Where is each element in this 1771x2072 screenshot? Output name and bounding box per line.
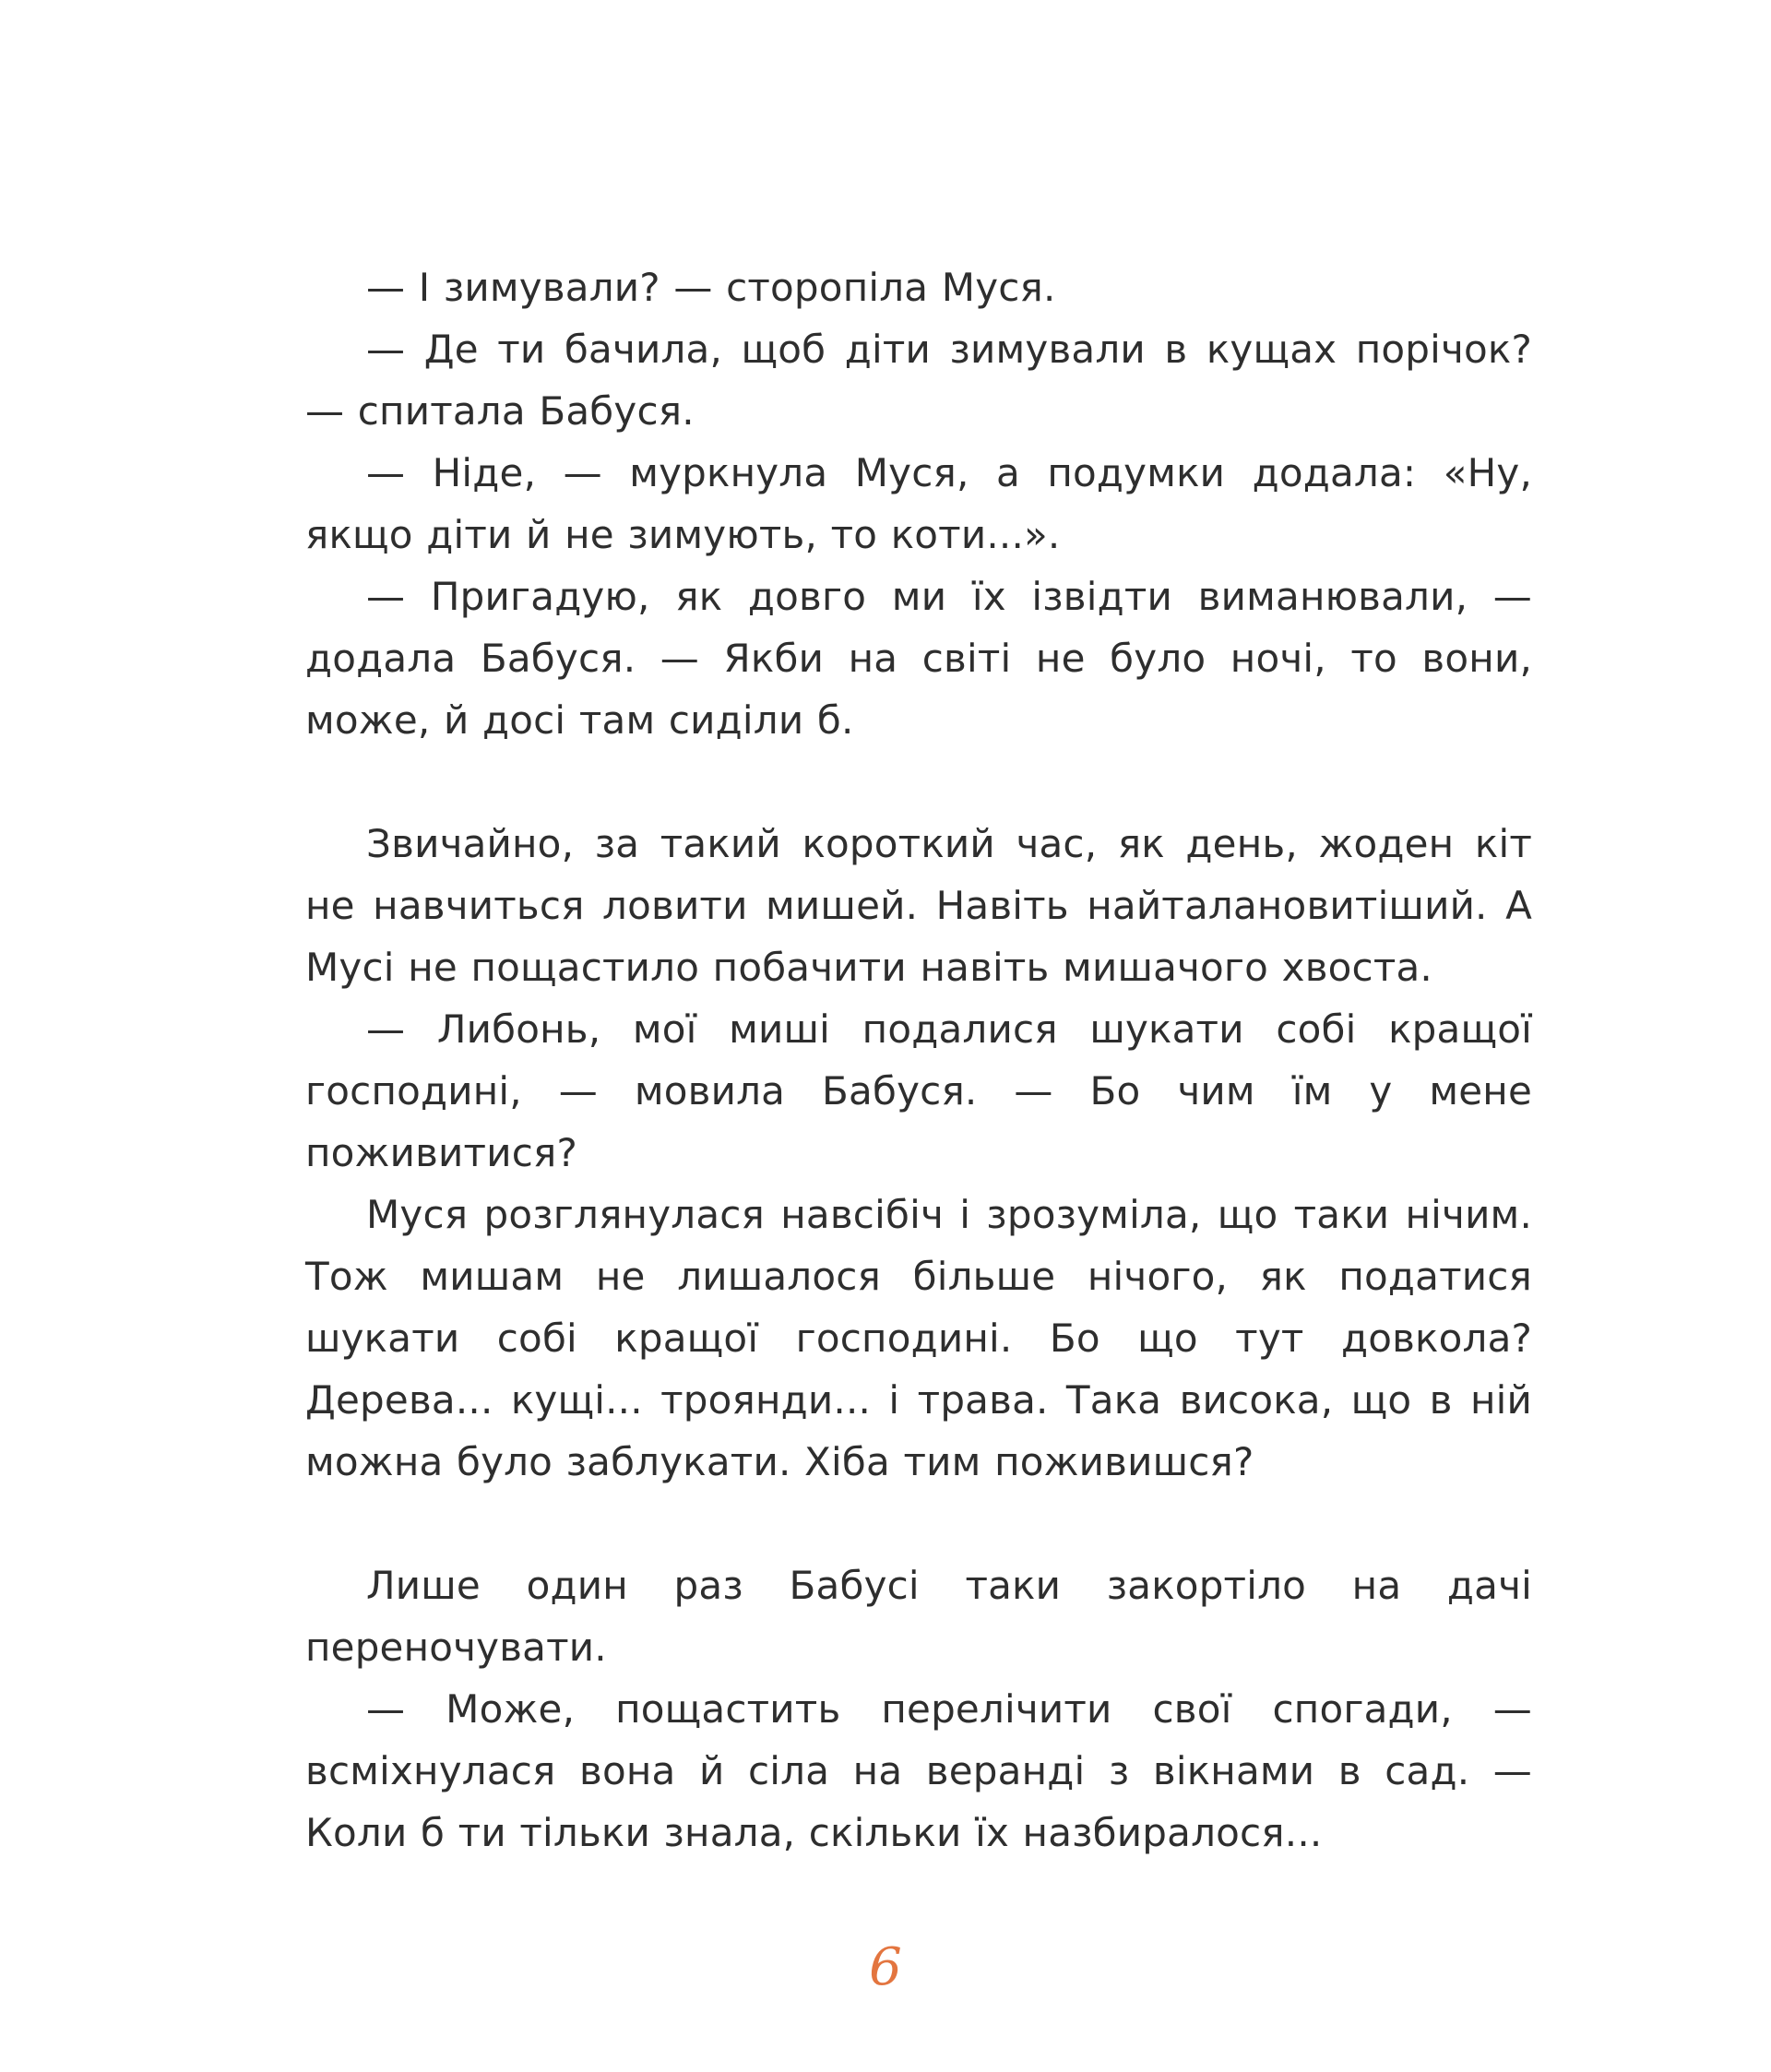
paragraph-dialogue-4: — Пригадую, як довго ми їх ізвідти виманювали, — додала Бабуся. — Якби на світі не було ночі, то вони, може, й досі там сиділи б. [305,574,1532,743]
body-text [305,256,1532,1864]
paragraph-dialogue-1: — І зимували? — сторопіла Муся. [366,265,1056,310]
paragraph-dialogue-5: — Либонь, мої миші подалися шукати собі кращої господині, — мовила Бабуся. — Бо чим їм у мене поживитися? [305,1006,1532,1175]
paragraph-dialogue-6: — Може, пощастить перелічити свої спогади, — всміхнулася вона й сіла на веранді з вікнами в сад. — Коли б ти тільки знала, скільки їх назбиралося... [305,1686,1532,1855]
paragraph-narrative-1: Звичайно, за такий короткий час, як день, жоден кіт не навчиться ловити мишей. Навіть найталановитіший. А Мусі не пощастило побачити навіть мишачого хвоста. [305,821,1532,990]
paragraph-dialogue-2: — Де ти бачила, щоб діти зимували в кущах порічок? — спитала Бабуся. [305,327,1532,434]
paragraph-dialogue-3: — Ніде, — муркнула Муся, а подумки додала: «Ну, якщо діти й не зимують, то коти...». [305,450,1532,557]
page-number: 6 [869,1937,902,1997]
paragraph-narrative-3: Лише один раз Бабусі таки закортіло на дачі переночувати. [305,1563,1532,1670]
paragraph-narrative-2: Муся розглянулася навсібіч і зрозуміла, що таки нічим. Тож мишам не лишалося більше нічого, як податися шукати собі кращої господині. Бо що тут довкола? Дерева... кущі... троянди... і трава. Така висока, що в ній можна було заблукати. Хіба тим поживишся? [305,1192,1532,1484]
